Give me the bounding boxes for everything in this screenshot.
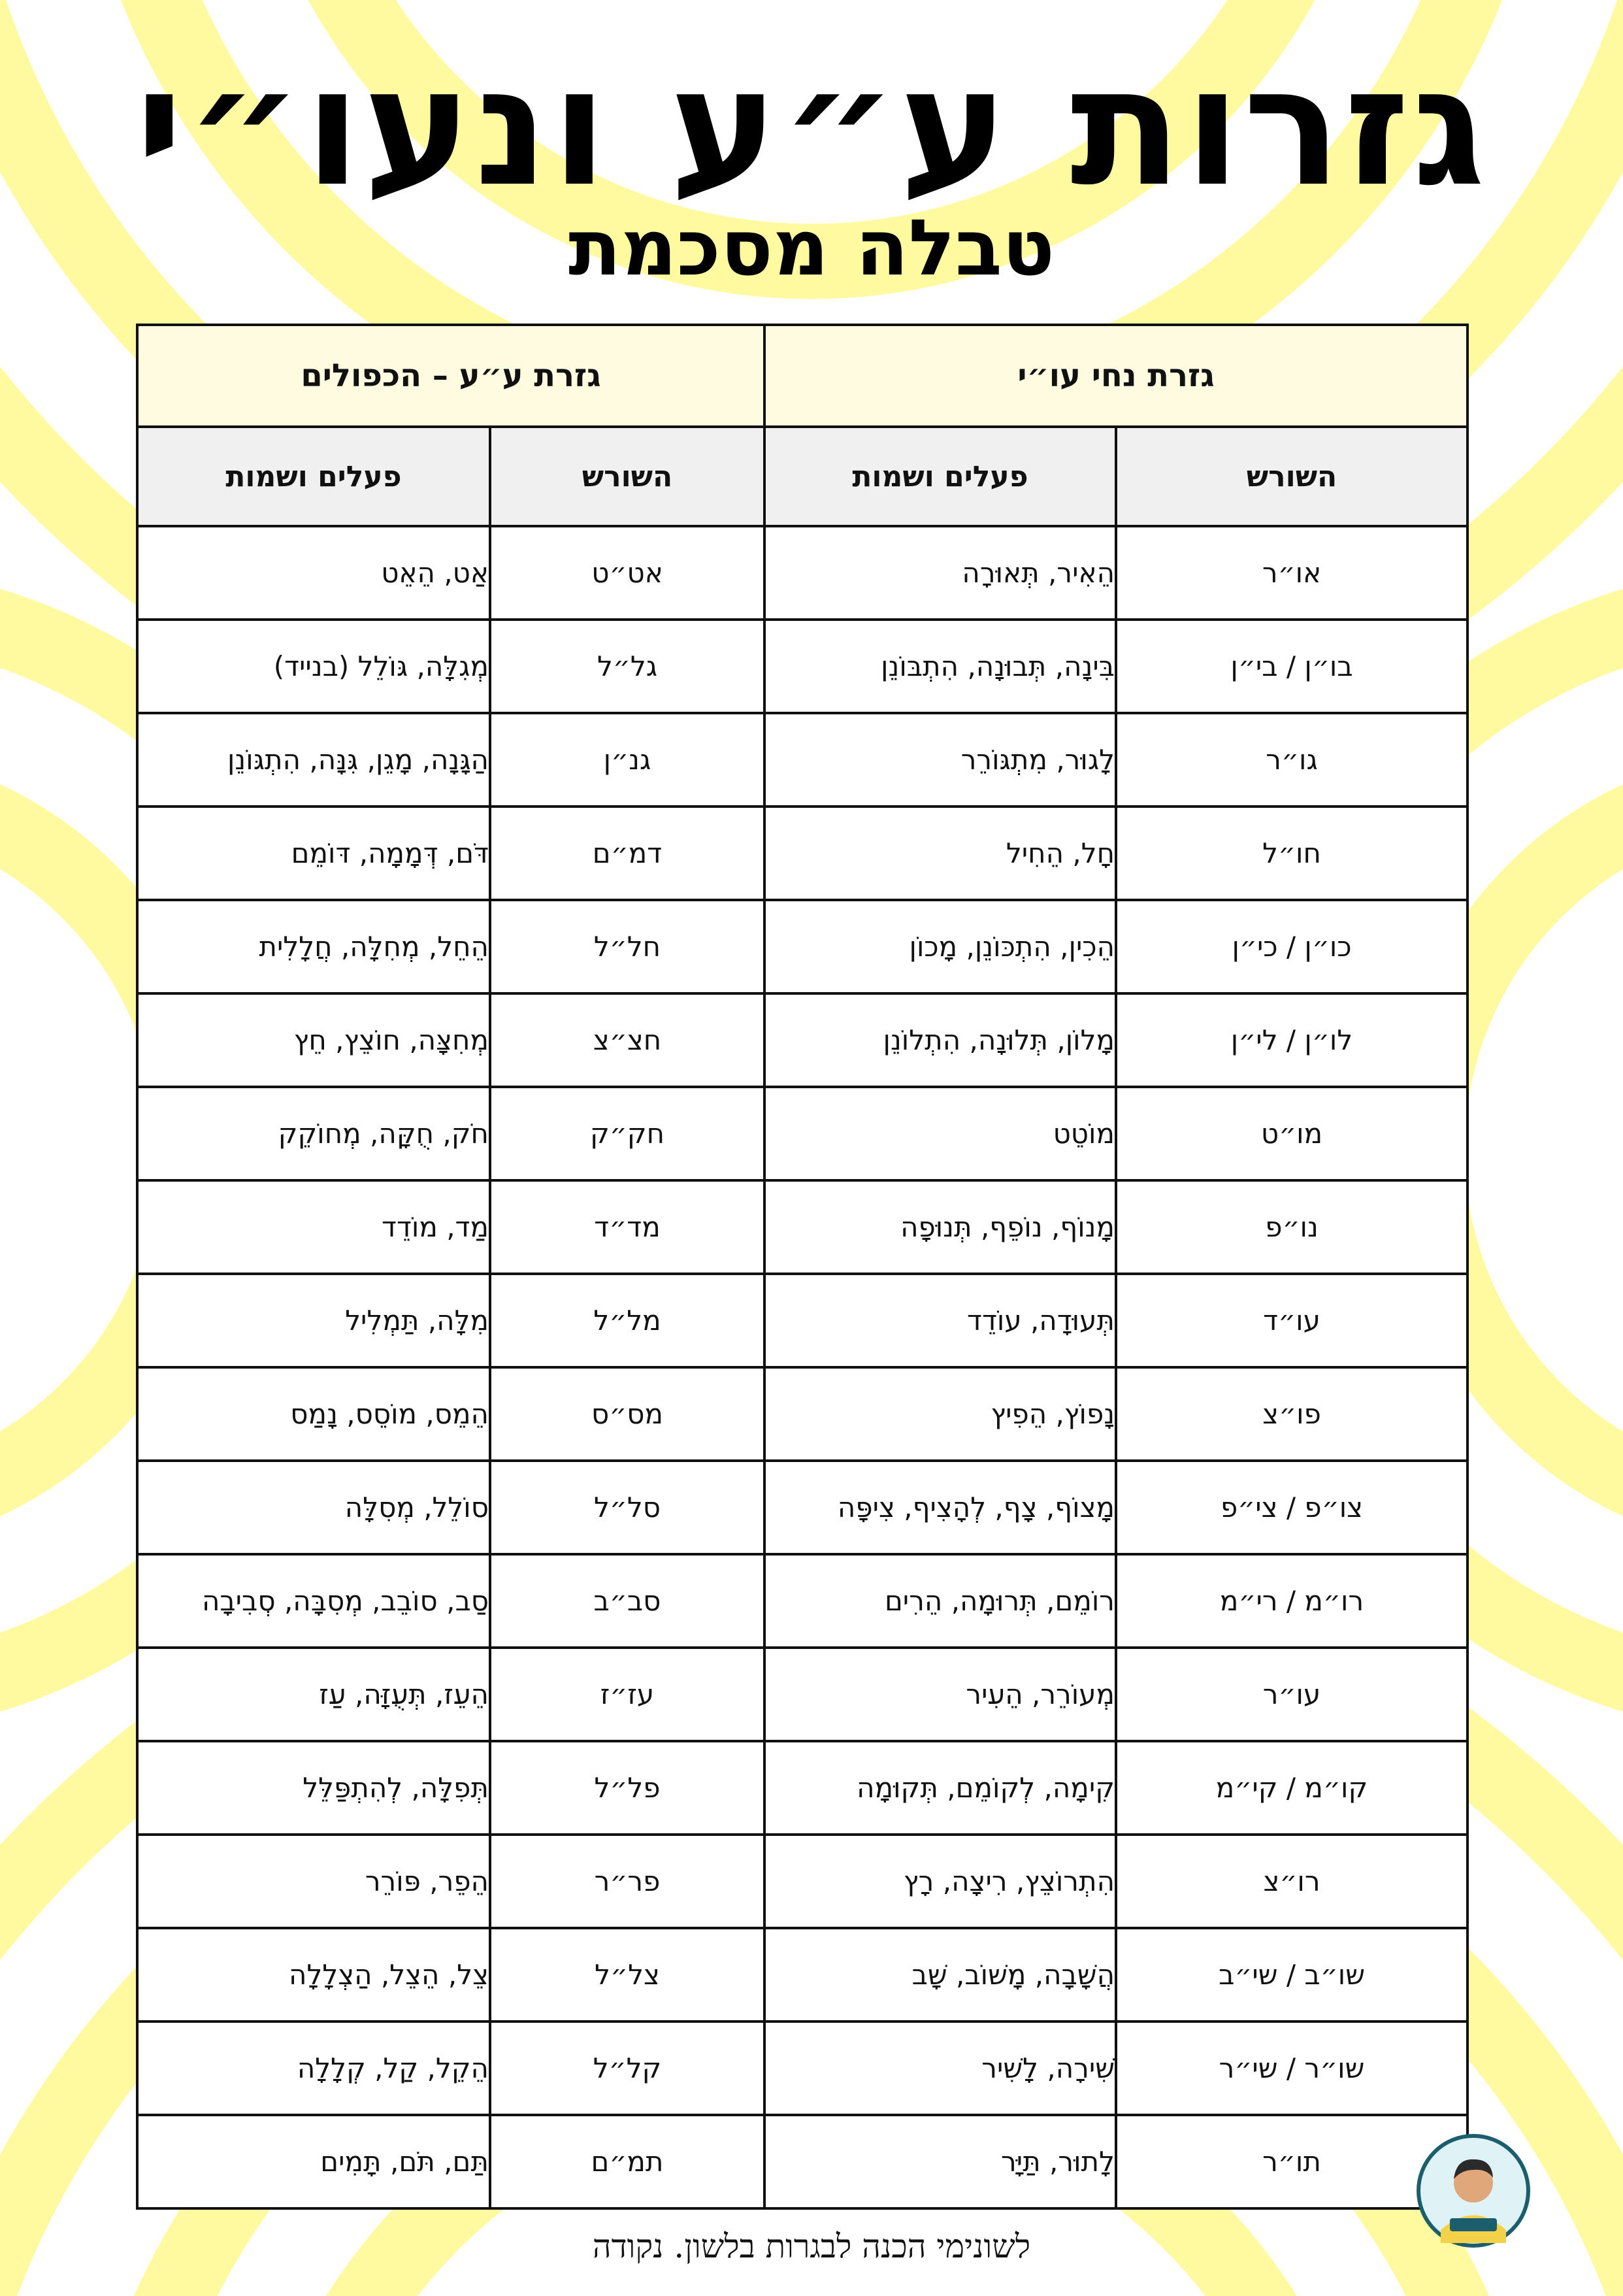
hollow-root-cell: תו״ר	[1116, 2115, 1467, 2208]
hollow-words-cell: קִימָה, לְקוֹמֵם, תְּקוּמָה	[764, 1741, 1116, 1835]
geminate-root-cell: תמ״ם	[490, 2115, 764, 2208]
hollow-words-cell: הֵכִין, הִתְכּוֹנֵן, מָכוֹן	[764, 900, 1116, 993]
hollow-words-cell: שִׁירָה, לָשִׁיר	[764, 2021, 1116, 2115]
geminate-words-cell: הֵפֵר, פּוֹרֵר	[137, 1835, 490, 1928]
geminate-words-cell: תַּם, תֹּם, תָּמִים	[137, 2115, 490, 2208]
hollow-words-cell: רוֹמֵם, תְּרוּמָה, הֵרִים	[764, 1554, 1116, 1648]
table-row	[137, 1928, 1467, 2021]
hollow-root-cell: מו״ט	[1116, 1087, 1467, 1180]
hollow-root-cell: שו״ב / שי״ב	[1116, 1928, 1467, 2021]
geminate-root-cell: מס״ס	[490, 1367, 764, 1461]
hollow-words-cell: תְּעוּדָה, עוֹדֵד	[764, 1274, 1116, 1367]
geminate-words-cell: אַט, הֵאֵט	[137, 526, 490, 620]
hollow-root-cell: צו״פ / צי״פ	[1116, 1461, 1467, 1554]
geminate-root-cell: חל״ל	[490, 900, 764, 993]
hollow-words-cell: בִּינָה, תְּבוּנָה, הִתְבּוֹנֵן	[764, 620, 1116, 713]
hollow-root-cell: גו״ר	[1116, 713, 1467, 807]
col-header-words: פעלים ושמות	[764, 427, 1116, 526]
hollow-root-cell: לו״ן / לי״ן	[1116, 993, 1467, 1087]
geminate-words-cell: תְּפִלָּה, לְהִתְפַּלֵּל	[137, 1741, 490, 1835]
table-row	[137, 807, 1467, 900]
table-row	[137, 1367, 1467, 1461]
hollow-root-cell: רו״מ / רי״מ	[1116, 1554, 1467, 1648]
geminate-words-cell: הַגָּנָה, מָגֵן, גִּנָּה, הִתְגּוֹנֵן	[137, 713, 490, 807]
geminate-words-cell: מַד, מוֹדֵד	[137, 1180, 490, 1274]
hollow-words-cell: לָגוּר, מִתְגּוֹרֵר	[764, 713, 1116, 807]
geminate-root-cell: פר״ר	[490, 1835, 764, 1928]
geminate-root-cell: גנ״ן	[490, 713, 764, 807]
geminate-root-cell: חצ״צ	[490, 993, 764, 1087]
logo-avatar	[1415, 2132, 1532, 2250]
hollow-words-cell: מוֹטֵט	[764, 1087, 1116, 1180]
table-row	[137, 1554, 1467, 1648]
hollow-root-cell: רו״צ	[1116, 1835, 1467, 1928]
hollow-root-cell: כו״ן / כי״ן	[1116, 900, 1467, 993]
page-title: גזרות ע״ע ונעו״י	[135, 32, 1488, 222]
geminate-root-cell: קל״ל	[490, 2021, 764, 2115]
hollow-words-cell: מְעוֹרֵר, הֵעִיר	[764, 1648, 1116, 1741]
geminate-words-cell: מִלָּה, תַּמְלִיל	[137, 1274, 490, 1367]
geminate-words-cell: סַב, סוֹבֵב, מְסִבָּה, סְבִיבָה	[137, 1554, 490, 1648]
hollow-root-cell: שו״ר / שי״ר	[1116, 2021, 1467, 2115]
geminate-root-cell: אט״ט	[490, 526, 764, 620]
geminate-root-cell: עז״ז	[490, 1648, 764, 1741]
table-row	[137, 1087, 1467, 1180]
table-row	[137, 1648, 1467, 1741]
geminate-words-cell: הֵעֵז, תְּעֻזָּה, עַז	[137, 1648, 490, 1741]
geminate-words-cell: הֵמֵס, מוֹסֵס, נָמַס	[137, 1367, 490, 1461]
hollow-root-cell: נו״פ	[1116, 1180, 1467, 1274]
summary-table	[136, 324, 1469, 2210]
table-row	[137, 1835, 1467, 1928]
geminate-root-cell: צל״ל	[490, 1928, 764, 2021]
hollow-words-cell: הֲשָׁבָה, מָשׁוֹב, שָׁב	[764, 1928, 1116, 2021]
geminate-root-cell: גל״ל	[490, 620, 764, 713]
hollow-root-cell: חו״ל	[1116, 807, 1467, 900]
hollow-root-cell: בו״ן / בי״ן	[1116, 620, 1467, 713]
table-row	[137, 2021, 1467, 2115]
hollow-root-cell: פו״צ	[1116, 1367, 1467, 1461]
hollow-words-cell: מָלוֹן, תְּלוּנָה, הִתְלוֹנֵן	[764, 993, 1116, 1087]
table-row	[137, 1274, 1467, 1367]
hollow-words-cell: מָנוֹף, נוֹפֵף, תְּנוּפָה	[764, 1180, 1116, 1274]
table-row	[137, 1180, 1467, 1274]
hollow-root-cell: עו״ד	[1116, 1274, 1467, 1367]
table-row	[137, 620, 1467, 713]
geminate-words-cell: מְגִלָּה, גּוֹלֵל (בנייד)	[137, 620, 490, 713]
table-row	[137, 1461, 1467, 1554]
hollow-words-cell: נָפוֹץ, הֵפִיץ	[764, 1367, 1116, 1461]
col-header-root: השורש	[490, 427, 764, 526]
table-row	[137, 2115, 1467, 2208]
geminate-words-cell: הֵקֵל, קַל, קְלָלָה	[137, 2021, 490, 2115]
geminate-words-cell: מְחִצָּה, חוֹצֵץ, חֵץ	[137, 993, 490, 1087]
geminate-words-cell: צֵל, הֵצֵל, הַצְלָלָה	[137, 1928, 490, 2021]
geminate-words-cell: סוֹלֵל, מְסִלָּה	[137, 1461, 490, 1554]
page-subtitle: טבלה מסכמת	[568, 203, 1055, 293]
geminate-root-cell: דמ״ם	[490, 807, 764, 900]
hollow-words-cell: חָל, הֵחִיל	[764, 807, 1116, 900]
geminate-root-cell: סל״ל	[490, 1461, 764, 1554]
hollow-root-cell: קו״מ / קי״מ	[1116, 1741, 1467, 1835]
hollow-words-cell: הִתְרוֹצֵץ, רִיצָה, רָץ	[764, 1835, 1116, 1928]
group-header-geminate-verbs: גזרת ע״ע – הכפולים	[137, 325, 764, 427]
hollow-root-cell: או״ר	[1116, 526, 1467, 620]
geminate-root-cell: פל״ל	[490, 1741, 764, 1835]
table-row	[137, 900, 1467, 993]
geminate-root-cell: סב״ב	[490, 1554, 764, 1648]
geminate-root-cell: מל״ל	[490, 1274, 764, 1367]
col-header-words: פעלים ושמות	[137, 427, 490, 526]
geminate-words-cell: חֹק, חֻקָּה, מְחוֹקֵק	[137, 1087, 490, 1180]
geminate-words-cell: הֵחֵל, מְחִלָּה, חֲלָלִית	[137, 900, 490, 993]
footer-caption: לשונימי הכנה לבגרות בלשון. נקודה	[592, 2227, 1031, 2265]
col-header-root: השורש	[1116, 427, 1467, 526]
geminate-root-cell: חק״ק	[490, 1087, 764, 1180]
table-row	[137, 526, 1467, 620]
group-header-hollow-verbs: גזרת נחי עו״י	[764, 325, 1467, 427]
hollow-root-cell: עו״ר	[1116, 1648, 1467, 1741]
hollow-words-cell: לָתוּר, תַּיָּר	[764, 2115, 1116, 2208]
geminate-root-cell: מד״ד	[490, 1180, 764, 1274]
table-row	[137, 993, 1467, 1087]
table-row	[137, 713, 1467, 807]
hollow-words-cell: מָצוֹף, צָף, לְהָצִיף, צִיפָּה	[764, 1461, 1116, 1554]
hollow-words-cell: הֵאִיר, תְּאוּרָה	[764, 526, 1116, 620]
table-row	[137, 1741, 1467, 1835]
geminate-words-cell: דֹּם, דְּמָמָה, דּוֹמֵם	[137, 807, 490, 900]
